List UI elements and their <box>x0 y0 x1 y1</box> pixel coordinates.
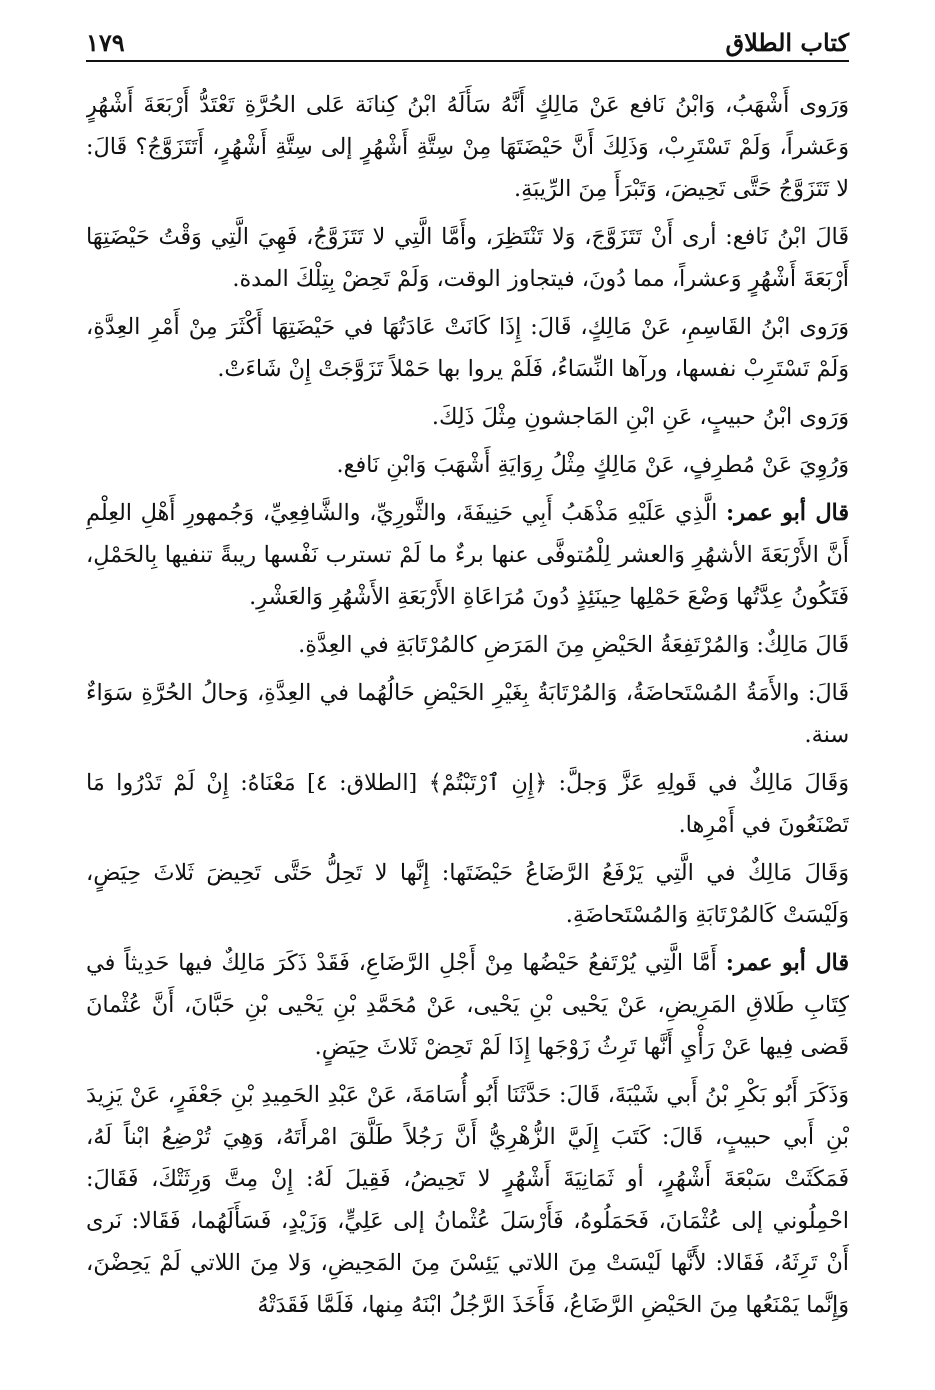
paragraph-text: الَّذِي عَلَيْهِ مَذْهَبُ أَبِي حَنِيفَةَ، والثَّورِيِّ، والشَّافِعِيِّ، وَجُمهورِ أَهْلِ العِلْمِ أَنَّ الأَرْبَعَةَ الأشهُرِ وَالعشر لِلْمُتوفَّى عنها برءٌ ما لَمْ تسترب نَفْسها ريبةً تنفيها بِالحَمْلِ، فَتَكُونُ عِدَّتُها وَضْعَ حَمْلِها حِينَئِذٍ دُونَ مُرَاعَاةِ الأَرْبَعَةِ الأَشْهُرِ وَالعَشْرِ. <box>86 500 849 610</box>
paragraph-speaker: قال أبو عمر: <box>726 500 849 526</box>
paragraph-text: قَالَ: والأَمَةُ المُسْتَحاضَةُ، وَالمُرْتَابَةُ بِغَيْرِ الحَيْضِ حَالُهُما في العِدَّةِ، وَحالُ الحُرَّةِ سَوَاءٌ سنة. <box>86 680 849 748</box>
page-body <box>86 84 849 1370</box>
paragraph-text: وَرَوى ابْنُ حبيبٍ، عَنِ ابْنِ المَاجشونِ مِثْلَ ذَلِكَ. <box>431 404 849 430</box>
paragraph-speaker: قال أبو عمر: <box>725 950 849 976</box>
page-number: ١٧٩ <box>86 28 125 57</box>
paragraph <box>86 1074 849 1326</box>
paragraph-text: وَرُوِيَ عَنْ مُطرِفٍ، عَنْ مَالِكٍ مِثْلُ رِوَايَةِ أَشْهَبَ وَابْنِ نَافع. <box>336 452 849 478</box>
book-title: كتاب الطلاق <box>725 28 849 57</box>
paragraph <box>86 492 849 618</box>
paragraph <box>86 624 849 666</box>
paragraph-text: قَالَ ابْنُ نَافع: أرى أَنْ تَتَزَوَّجَ، وَلا تَنْتَظِرَ، وأَمَّا الَّتِي لا تَتَزَوَّجُ، فَهِيَ الَّتِي وَقْتُ حَيْضَتِهَا أَرْبَعَةَ أَشْهُرٍ وَعشراً، مما دُونَ، فيتجاوز الوقت، وَلَمْ تَحِضْ بِتِلْكَ المدة. <box>86 224 849 292</box>
paragraph-text: وَرَوى أَشْهَبُ، وَابْنُ نَافع عَنْ مَالِكٍ أَنَّهُ سَأَلَهُ ابْنُ كِنانَة عَلى الحُرَّةِ تَعْتَدُّ أَرْبَعَةَ أَشْهُرٍ وَعَشراً، وَلَمْ تَسْتَرِبْ، وَذَلِكَ أَنَّ حَيْضَتَهَا مِنْ سِتَّةِ أَشْهُرٍ إلى سِتَّةِ أَشْهُرٍ، أَتَتَزَوَّجُ؟ قَالَ: لا تَتَزَوَّجُ حَتَّى تَحِيضَ، وَتَبْرَأَ مِنَ الرِّيبَةِ. <box>86 92 849 202</box>
paragraph <box>86 216 849 300</box>
paragraph <box>86 942 849 1068</box>
paragraph <box>86 852 849 936</box>
paragraph-text: قَالَ مَالِكٌ: وَالمُرْتَفِعَةُ الحَيْضِ مِنَ المَرَضِ كالمُرْتَابَةِ في العِدَّةِ. <box>298 632 849 658</box>
paragraph <box>86 84 849 210</box>
paragraph-text: أَمَّا الَّتِي يُرْتَفعُ حَيْضُها مِنْ أَجْلِ الرَّضَاعِ، فَقَدْ ذَكَرَ مَالِكٌ فيها حَدِيثاً في كِتَابِ طَلاقِ المَرِيضِ، عَنْ يَحْيى بْنِ يَحْيى، عَنْ مُحَمَّدِ بْنِ يَحْيى بْنِ حَبَّانَ، أَنَّ عُثْمانَ قَضى فِيها عَنْ رَأْيِ أَنَّها تَرِثُ زَوْجَها إِذَا لَمْ تَحِضْ ثَلاثَ حِيَضٍ. <box>86 950 849 1060</box>
paragraph <box>86 672 849 756</box>
paragraph <box>86 762 849 846</box>
paragraph-text: وَقَالَ مَالِكٌ في قَولِهِ عَزَّ وَجلَّ: ﴿إِنِ ٱرْتَبْتُمْ﴾ [الطلاق: ٤] مَعْنَاهُ: إِنْ لَمْ تَدْرُوا مَا تَصْنَعُونَ في أَمْرِها. <box>86 770 849 838</box>
paragraph-text: وَذَكَرَ أَبُو بَكْرِ بْنُ أَبي شَيْبَةَ، قَالَ: حَدَّثَنَا أَبُو أُسَامَةَ، عَنْ عَبْدِ الحَمِيدِ بْنِ جَعْفَرٍ، عَنْ يَزِيدَ بْنِ أَبي حبيبٍ، قَالَ: كَتَبَ إِلَيَّ الزُّهْرِيُّ أَنَّ رَجُلاً طَلَّقَ امْرأَتَهُ، وَهِيَ تُرْضِعُ ابْناً لَهُ، فَمَكَثَتْ سَبْعَةَ أَشْهُرٍ، أو ثَمَانِيَةَ أَشْهُرٍ لا تَحِيضُ، فَقِيلَ لَهُ: إِنْ مِتَّ وَرِثَتْكَ، فَقَالَ: احْمِلُوني إلى عُثْمَانَ، فَحَمَلُوهُ، فَأَرْسَلَ عُثْمانُ إلى عَلِيٍّ، وَزَيْدٍ، فَسَأَلَهُما، فَقَالا: نَرى أَنْ تَرِثَهُ، فَقَالا: لأَنَّها لَيْسَتْ مِنَ اللاتي يَئِسْنَ مِنَ المَحِيضِ، وَلا مِنَ اللاتي لَمْ يَحِضْنَ، وَإِنَّما يَمْنَعُها مِنَ الحَيْضِ الرَّضَاعُ، فَأَخَذَ الرَّجُلُ ابْنَهُ مِنها، فَلَمَّا فَقَدَتْهُ <box>86 1082 849 1318</box>
paragraph <box>86 306 849 390</box>
paragraph-text: وَقَالَ مَالِكٌ في الَّتِي يَرْفَعُ الرَّضَاعُ حَيْضَتَها: إِنَّها لا تَحِلُّ حَتَّى تَحِيضَ ثَلاثَ حِيَضٍ، وَلَيْسَتْ كَالمُرْتَابَةِ وَالمُسْتَحاضَةِ. <box>86 860 849 928</box>
page-header <box>86 26 849 62</box>
paragraph <box>86 396 849 438</box>
paragraph <box>86 444 849 486</box>
paragraph-text: وَرَوى ابْنُ القَاسِمِ، عَنْ مَالِكٍ، قَالَ: إِذَا كَانَتْ عَادَتُهَا في حَيْضَتِهَا أَكْثَرَ مِنْ أَمْرِ العِدَّةِ، وَلَمْ تَسْتَرِبْ نفسها، ورآها النِّسَاءُ، فَلَمْ يروا بها حَمْلاً تَزَوَّجَتْ إِنْ شَاءَتْ. <box>86 314 849 382</box>
